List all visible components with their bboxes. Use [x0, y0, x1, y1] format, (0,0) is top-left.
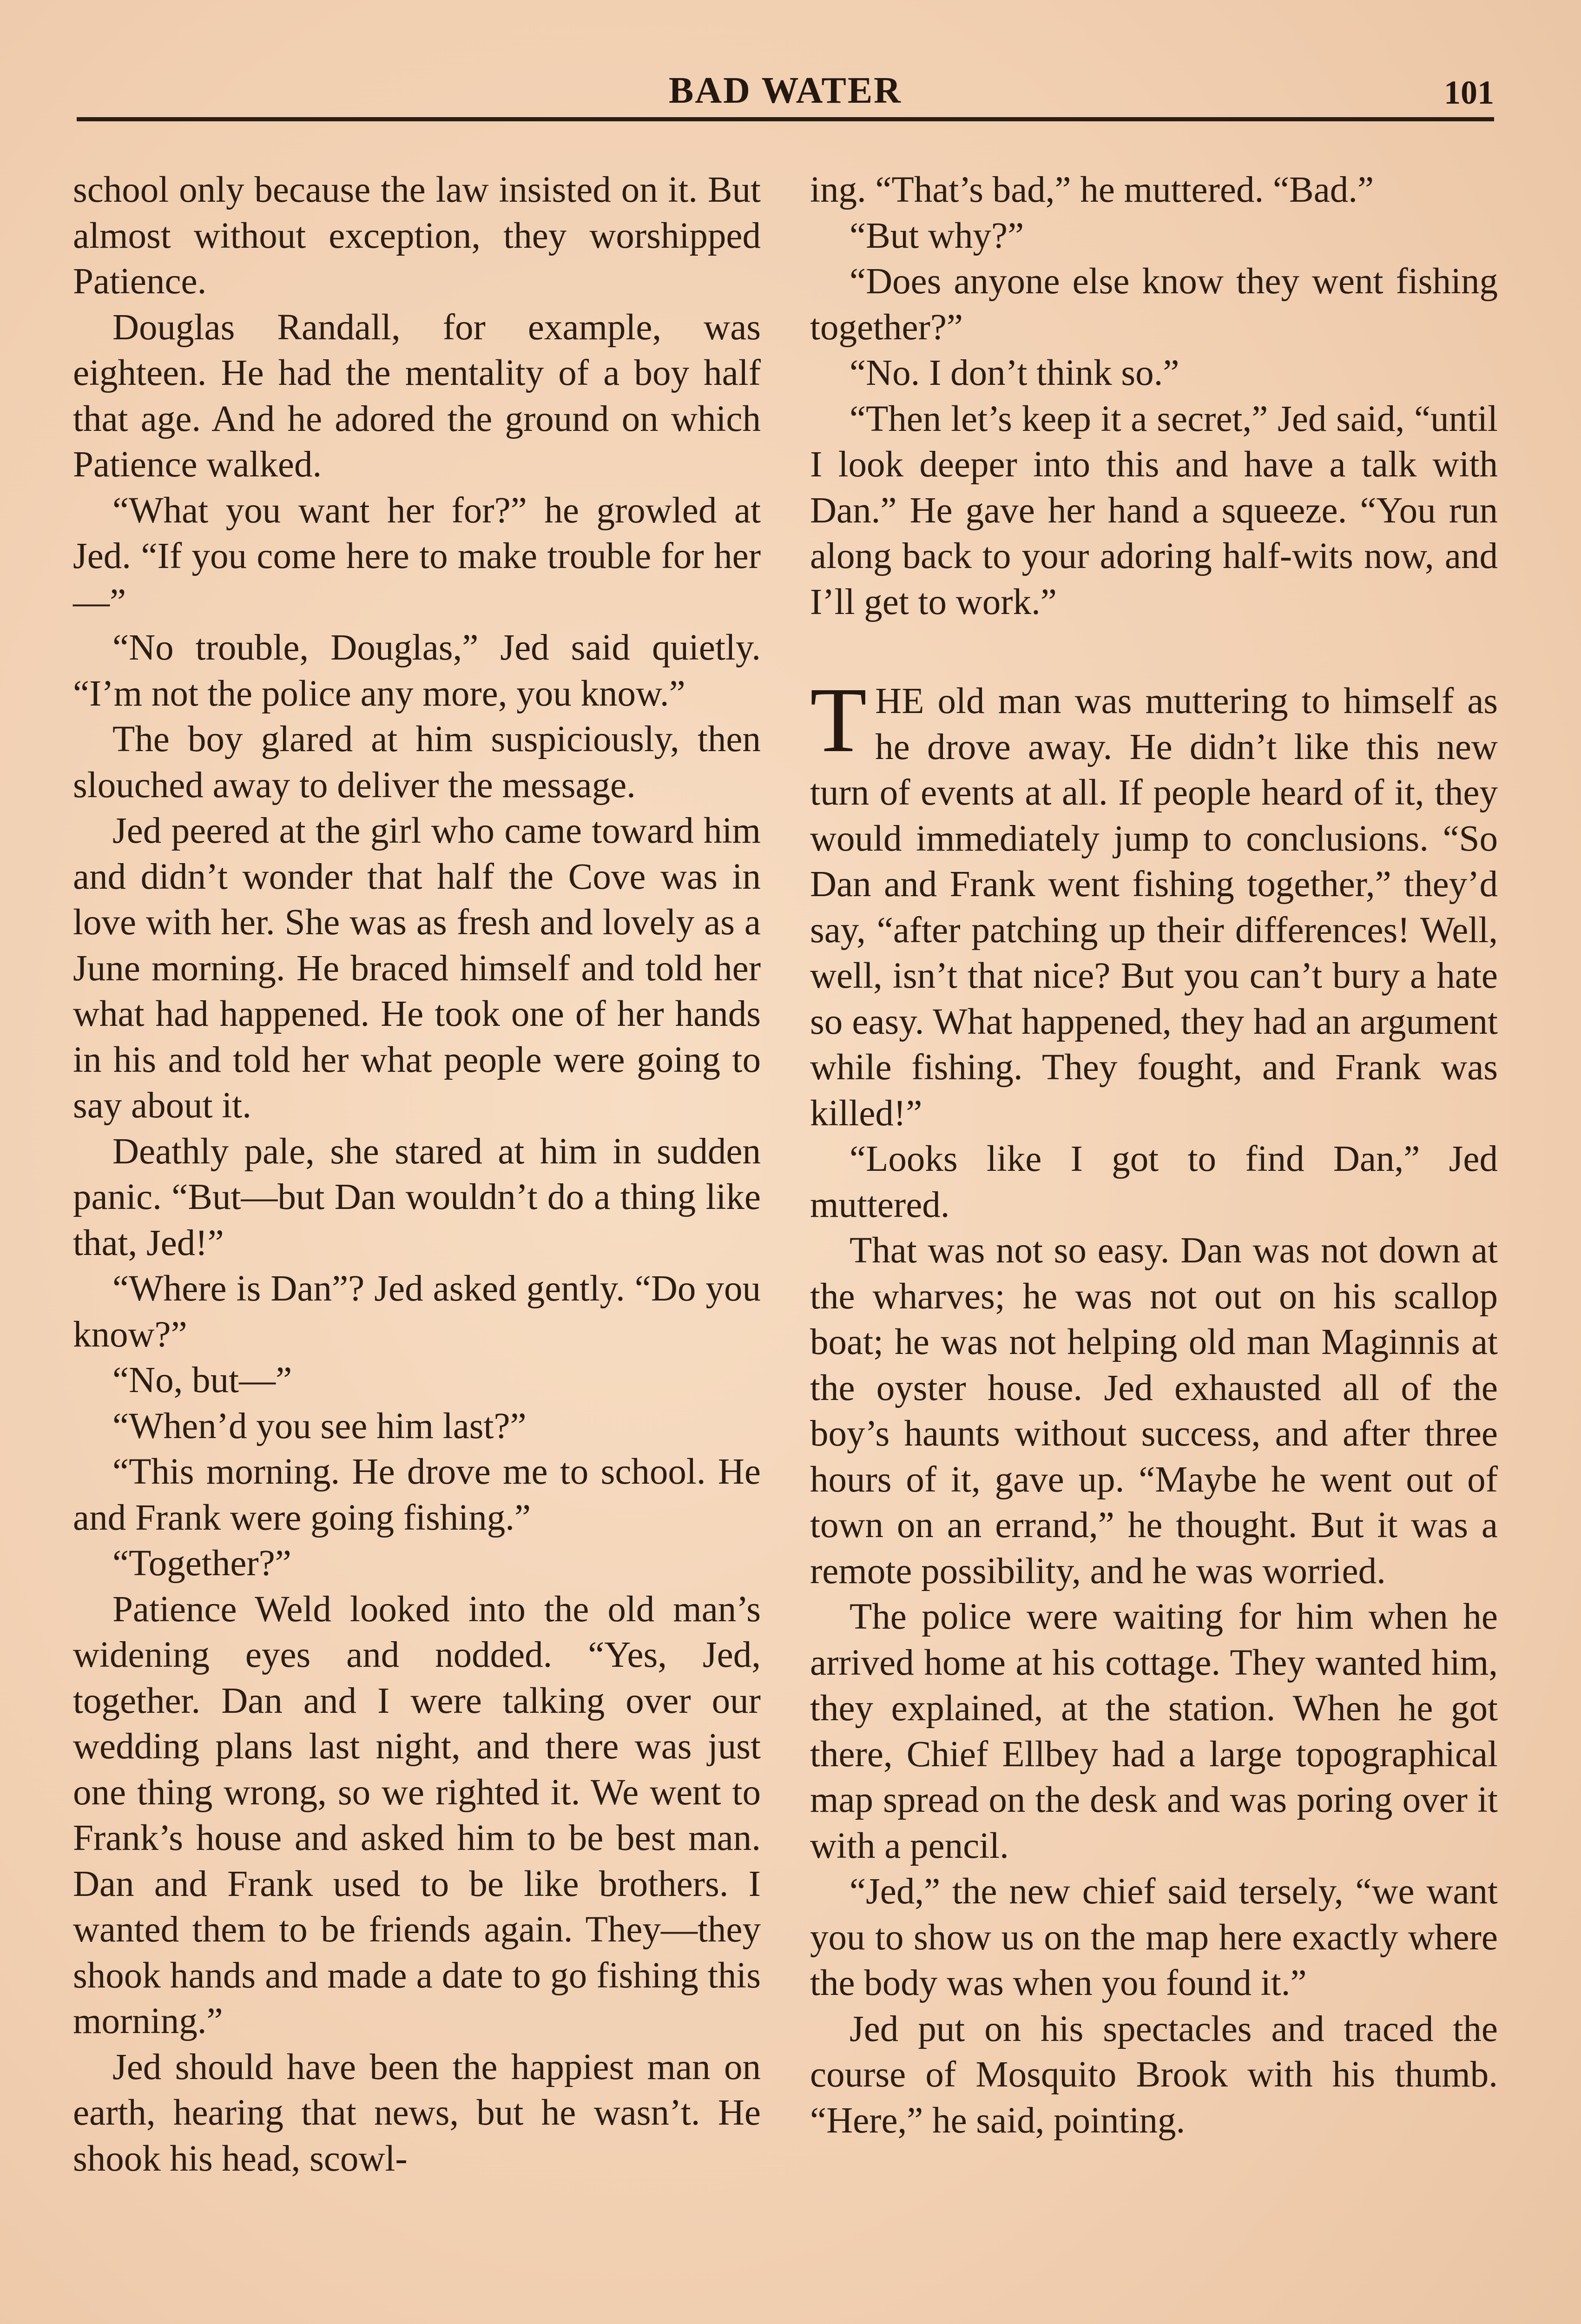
running-title: BAD WATER — [669, 70, 902, 111]
paragraph: “When’d you see him last?” — [112, 1406, 527, 1446]
left-column — [73, 167, 761, 2182]
paragraph: “Together?” — [112, 1543, 291, 1584]
header-rule — [77, 117, 1494, 121]
running-header — [77, 65, 1494, 116]
paragraph: Deathly pale, she stared at him in sudden panic. “But—but Dan wouldn’t do a thing like that, Jed!” — [73, 1131, 761, 1263]
paragraph: “But why?” — [850, 215, 1024, 256]
paragraph: “What you want her for?” he growled at Jed. “If you come here to make trouble for her—” — [73, 490, 761, 622]
paragraph: That was not so easy. Dan was not down at the wharves; he was not out on his scallop boat; he was not helping old man Maginnis at the oyster house. Jed exhausted all of the boy’s haunts without success, and after three hours of it, gave up. “Maybe he went out of town on an errand,” he thought. But it was a remote possibility, and he was worried. — [810, 1230, 1498, 1591]
right-column — [810, 167, 1498, 2144]
paragraph: “Does anyone else know they went fishing together?” — [810, 261, 1498, 348]
paragraph: Jed peered at the girl who came toward him and didn’t wonder that half the Cove was in love with her. She was as fresh and lovely as a June morning. He braced himself and told her what had happened. He took one of her hands in his and told her what people were going to say about it. — [73, 811, 761, 1126]
paragraph: The police were waiting for him when he arrived home at his cottage. They wanted him, they explained, at the station. When he got there, Chief Ellbey had a large topographical map spread on the desk and was poring over it with a pencil. — [810, 1597, 1498, 1866]
paragraph: “Where is Dan”? Jed asked gently. “Do you know?” — [73, 1268, 761, 1355]
drop-cap: T — [810, 669, 867, 772]
paragraph: “No, but—” — [112, 1360, 292, 1400]
paragraph: “Jed,” the new chief said tersely, “we want you to show us on the map here exactly where the body was when you found it.” — [810, 1871, 1498, 2003]
paragraph: “Looks like I got to find Dan,” Jed muttered. — [810, 1139, 1498, 1225]
paragraph: ing. “That’s bad,” he muttered. “Bad.” — [810, 170, 1374, 210]
paragraph: Jed should have been the happiest man on earth, hearing that news, but he wasn’t. He shook his head, scowl- — [73, 2047, 761, 2179]
paragraph: “Then let’s keep it a secret,” Jed said, “until I look deeper into this and have a talk with Dan.” He gave her hand a squeeze. “You run along back to your adoring half-wits now, and I’ll get to work.” — [810, 398, 1498, 622]
section-opening-paragraph — [810, 669, 1498, 1136]
paragraph: “No trouble, Douglas,” Jed said quietly. “I’m not the police any more, you know.” — [73, 627, 761, 714]
paragraph-text: HE old man was muttering to himself as he drove away. He didn’t like this new turn of events at all. If people heard of it, they would immediately jump to conclusions. “So Dan and Frank went fishing together,” they’d say, “after patching up their differences! Well, well, isn’t that nice? But you can’t bury a hate so easy. What happened, they had an argument while fishing. They fought, and Frank was killed!” — [810, 681, 1498, 1134]
paragraph: Patience Weld looked into the old man’s widening eyes and nodded. “Yes, Jed, together. Dan and I were talking over our wedding plans last night, and there was just one thing wrong, so we righted it. We went to Frank’s house and asked him to be best man. Dan and Frank used to be like brothers. I wanted them to be friends again. They—they shook hands and made a date to go fishing this morning.” — [73, 1589, 761, 2041]
page-number: 101 — [1444, 74, 1494, 111]
paragraph: “This morning. He drove me to school. He and Frank were going fishing.” — [73, 1452, 761, 1538]
paragraph: The boy glared at him suspiciously, then slouched away to deliver the message. — [73, 719, 761, 805]
paragraph: school only because the law insisted on it. But almost without exception, they worshipped Patience. — [73, 170, 761, 302]
paragraph: Jed put on his spectacles and traced the course of Mosquito Brook with his thumb. “Here,” he said, pointing. — [810, 2008, 1498, 2141]
paragraph: “No. I don’t think so.” — [850, 353, 1179, 393]
paragraph: Douglas Randall, for example, was eighteen. He had the mentality of a boy half that age. And he adored the ground on which Patience walked. — [73, 307, 761, 485]
